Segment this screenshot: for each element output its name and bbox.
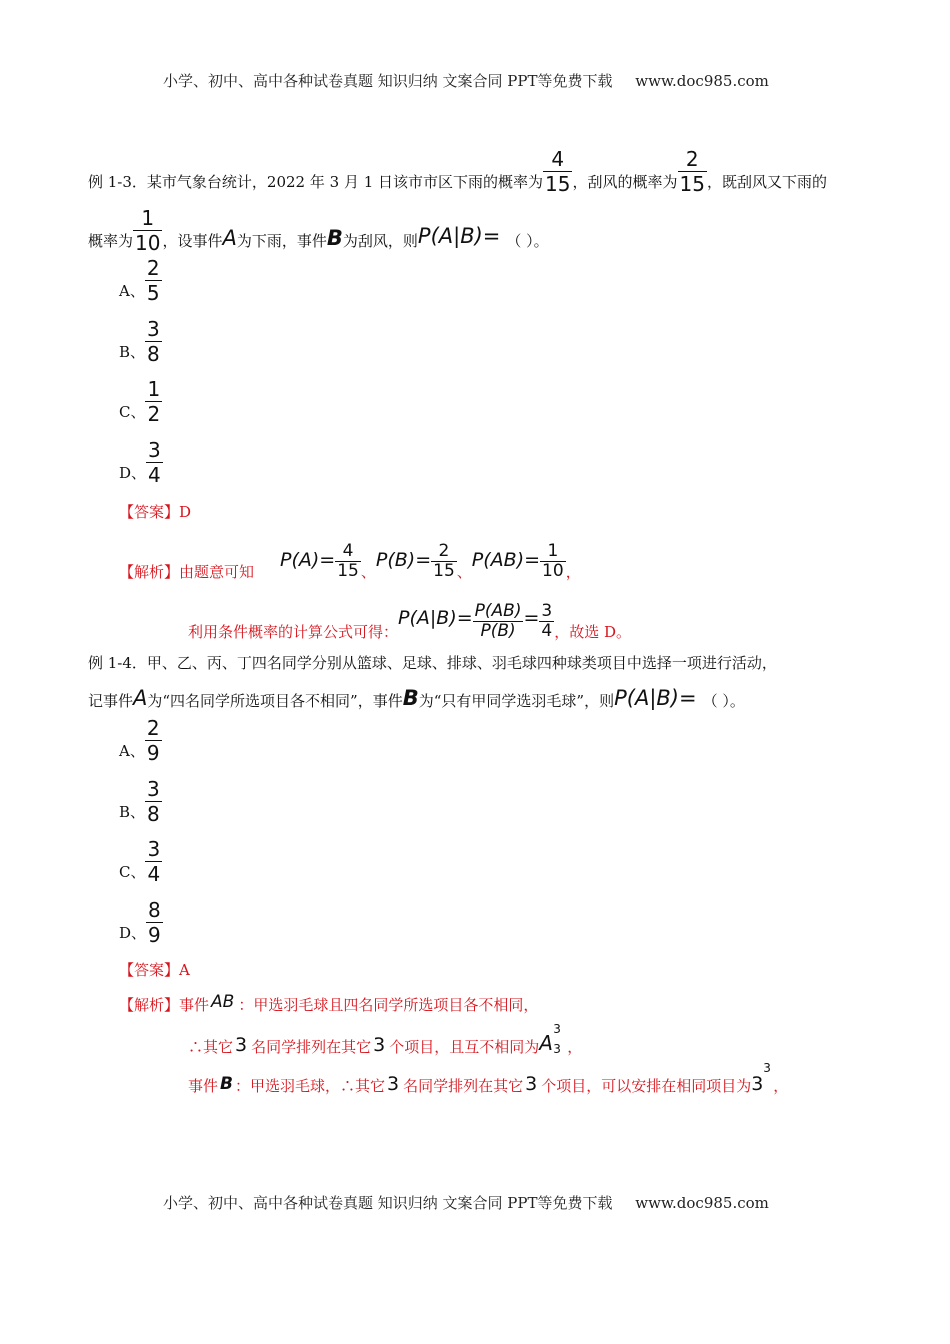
option-fraction [145, 839, 162, 884]
eq-conditional-fraction [473, 603, 524, 640]
power-base: 3 [751, 1073, 764, 1095]
analysis-text: ， [773, 1077, 789, 1095]
q1-option-b [119, 319, 162, 364]
numerator: 3 [147, 777, 160, 801]
q1-option-a [119, 258, 162, 303]
option-label: B、 [119, 343, 146, 361]
analysis-text: 由题意可知 [179, 563, 255, 581]
header-text: 小学、初中、高中各种试卷真题 知识归纳 文案合同 PPT等免费下载 [163, 72, 613, 90]
permutation-a33 [539, 1022, 567, 1056]
analysis-text: 事件 [179, 996, 210, 1014]
separator: 、 [360, 563, 376, 581]
eq-p-ab: P(AB)= [471, 549, 541, 571]
denominator: 10 [135, 231, 161, 255]
option-fraction [145, 779, 162, 824]
option-fraction [145, 319, 162, 364]
q1-text-5: ，设事件 [162, 232, 223, 250]
numerator: 4 [551, 147, 565, 171]
eq-p-b: P(B)= [375, 549, 432, 571]
analysis-text: ， [567, 1038, 583, 1056]
q2-text-1: 例 1-4．甲、乙、丙、丁四名同学分别从篮球、足球、排球、羽毛球四种球类项目中选择一项进行活动， [88, 654, 777, 672]
analysis-text: ，故选 D。 [554, 623, 632, 641]
denominator: 9 [146, 741, 160, 765]
numerator: 2 [146, 716, 160, 740]
analysis-text: ：甲选羽毛球且四名同学所选项目各不相同， [238, 996, 539, 1014]
numerator: 3 [541, 601, 553, 621]
denominator: 9 [148, 923, 161, 947]
equals-sign: = [523, 607, 540, 629]
denominator: 5 [146, 281, 160, 305]
analysis-text: ∴其它 [188, 1038, 234, 1056]
q2-option-d [119, 900, 163, 945]
q2-analysis-line1 [119, 994, 538, 1013]
q2-event-b: B [402, 686, 419, 710]
numerator: 8 [148, 898, 161, 922]
denominator: 15 [679, 172, 705, 196]
q1-analysis-line1 [119, 534, 581, 582]
numerator: 1 [141, 206, 155, 230]
answer-tag: 【答案】 [119, 503, 180, 521]
option-fraction [146, 900, 163, 945]
analysis-text: 事件 [188, 1077, 219, 1095]
option-label: D、 [119, 924, 147, 942]
denominator: P(B) [480, 621, 516, 641]
analysis-text: ：甲选羽毛球，∴其它 [234, 1077, 385, 1095]
option-label: B、 [119, 803, 146, 821]
numerator: 1 [547, 541, 559, 561]
eq-p-a-fraction [335, 543, 361, 580]
numerator: 2 [685, 147, 699, 171]
option-fraction [145, 379, 162, 424]
denominator: 4 [148, 463, 161, 487]
numerator: 3 [147, 837, 161, 861]
analysis-text: 个项目，可以安排在相同项目为 [541, 1077, 752, 1095]
numerator: 2 [438, 541, 450, 561]
option-label: C、 [119, 403, 146, 421]
analysis-text: 名同学排列在其它 [251, 1038, 372, 1056]
denominator: 8 [147, 342, 160, 366]
permutation-symbol: A [539, 1031, 553, 1055]
page-header [163, 70, 769, 91]
numerator: 1 [147, 377, 161, 401]
analysis-tag: 【解析】 [119, 563, 180, 581]
eq-result-fraction [539, 603, 554, 640]
event-b: B [220, 1074, 233, 1094]
number-three: 3 [387, 1073, 400, 1095]
footer-text: 小学、初中、高中各种试卷真题 知识归纳 文案合同 PPT等免费下载 [163, 1194, 613, 1212]
separator: 、 [456, 563, 472, 581]
answer-value: D [179, 503, 192, 521]
analysis-text: 个项目，且互不相同为 [389, 1038, 540, 1056]
option-label: C、 [119, 863, 146, 881]
q1-option-d [119, 440, 163, 485]
q2-text-5: （ ）。 [702, 692, 745, 710]
option-fraction [145, 718, 162, 763]
q2-analysis-line3 [188, 1061, 789, 1095]
numerator: 3 [147, 317, 160, 341]
answer-value: A [179, 961, 190, 979]
power-exponent: 3 [763, 1061, 771, 1075]
option-label: A、 [119, 742, 145, 760]
page-footer [163, 1192, 769, 1213]
q1-analysis-line2 [188, 590, 631, 642]
q2-option-c [119, 839, 162, 884]
q1-text-4: 概率为 [88, 232, 134, 250]
q1-event-a: A [222, 226, 237, 250]
denominator: 4 [541, 621, 553, 641]
q1-fraction-both [133, 208, 162, 253]
permutation-sub: 3 [553, 1042, 561, 1056]
q1-event-b: B [326, 226, 343, 250]
q1-text-2: ，刮风的概率为 [572, 173, 678, 191]
q1-line2 [88, 203, 549, 253]
q1-expression: P(A|B)= [417, 224, 501, 248]
analysis-tag: 【解析】 [119, 996, 180, 1014]
q1-text-8: （ ）。 [506, 232, 549, 250]
q2-option-a [119, 718, 162, 763]
q1-text-1: 例 1-3．某市气象台统计，2022 年 3 月 1 日该市市区下雨的概率为 [88, 173, 544, 191]
denominator: 15 [433, 561, 455, 581]
numerator: 4 [342, 541, 354, 561]
number-three: 3 [525, 1073, 538, 1095]
numerator: P(AB) [474, 601, 522, 621]
option-label: A、 [119, 282, 145, 300]
denominator: 2 [147, 402, 161, 426]
denominator: 4 [147, 862, 161, 886]
analysis-text: 利用条件概率的计算公式可得： [188, 623, 399, 641]
permutation-sup: 3 [553, 1022, 561, 1036]
q1-fraction-wind [678, 149, 707, 194]
q1-option-c [119, 379, 162, 424]
q2-line1 [88, 656, 777, 671]
option-fraction [145, 258, 162, 303]
q2-line2 [88, 683, 745, 711]
q1-text-6: 为下雨，事件 [236, 232, 327, 250]
analysis-text: 名同学排列在其它 [403, 1077, 524, 1095]
q1-answer [119, 505, 191, 520]
event-ab: AB [211, 992, 235, 1012]
eq-p-b-fraction [431, 543, 457, 580]
footer-site: www.doc985.com [635, 1194, 769, 1212]
q1-text-3: ，既刮风又下雨的 [706, 173, 827, 191]
denominator: 15 [545, 172, 571, 196]
q2-analysis-line2 [188, 1022, 583, 1056]
denominator: 15 [337, 561, 359, 581]
q2-text-2: 记事件 [88, 692, 134, 710]
q2-text-3: 为“四名同学所选项目各不相同”，事件 [147, 692, 403, 710]
numerator: 3 [148, 438, 161, 462]
eq-p-ab-fraction [540, 543, 566, 580]
q2-expression: P(A|B)= [614, 686, 697, 710]
q1-line1 [88, 144, 827, 194]
power-3-3 [751, 1061, 773, 1095]
q2-event-a: A [133, 686, 148, 710]
option-label: D、 [119, 464, 147, 482]
q1-fraction-rain [543, 149, 572, 194]
denominator: 10 [542, 561, 564, 581]
separator: ， [565, 563, 581, 581]
option-fraction [146, 440, 163, 485]
eq-p-a: P(A)= [280, 549, 336, 571]
answer-tag: 【答案】 [119, 961, 180, 979]
q2-text-4: 为“只有甲同学选羽毛球”，则 [418, 692, 615, 710]
header-site: www.doc985.com [635, 72, 769, 90]
numerator: 2 [146, 256, 160, 280]
number-three: 3 [235, 1034, 248, 1056]
q2-answer [119, 963, 190, 978]
eq-conditional: P(A|B)= [398, 607, 473, 629]
denominator: 8 [147, 802, 160, 826]
q1-text-7: 为刮风，则 [342, 232, 418, 250]
q2-option-b [119, 779, 162, 824]
number-three: 3 [373, 1034, 386, 1056]
